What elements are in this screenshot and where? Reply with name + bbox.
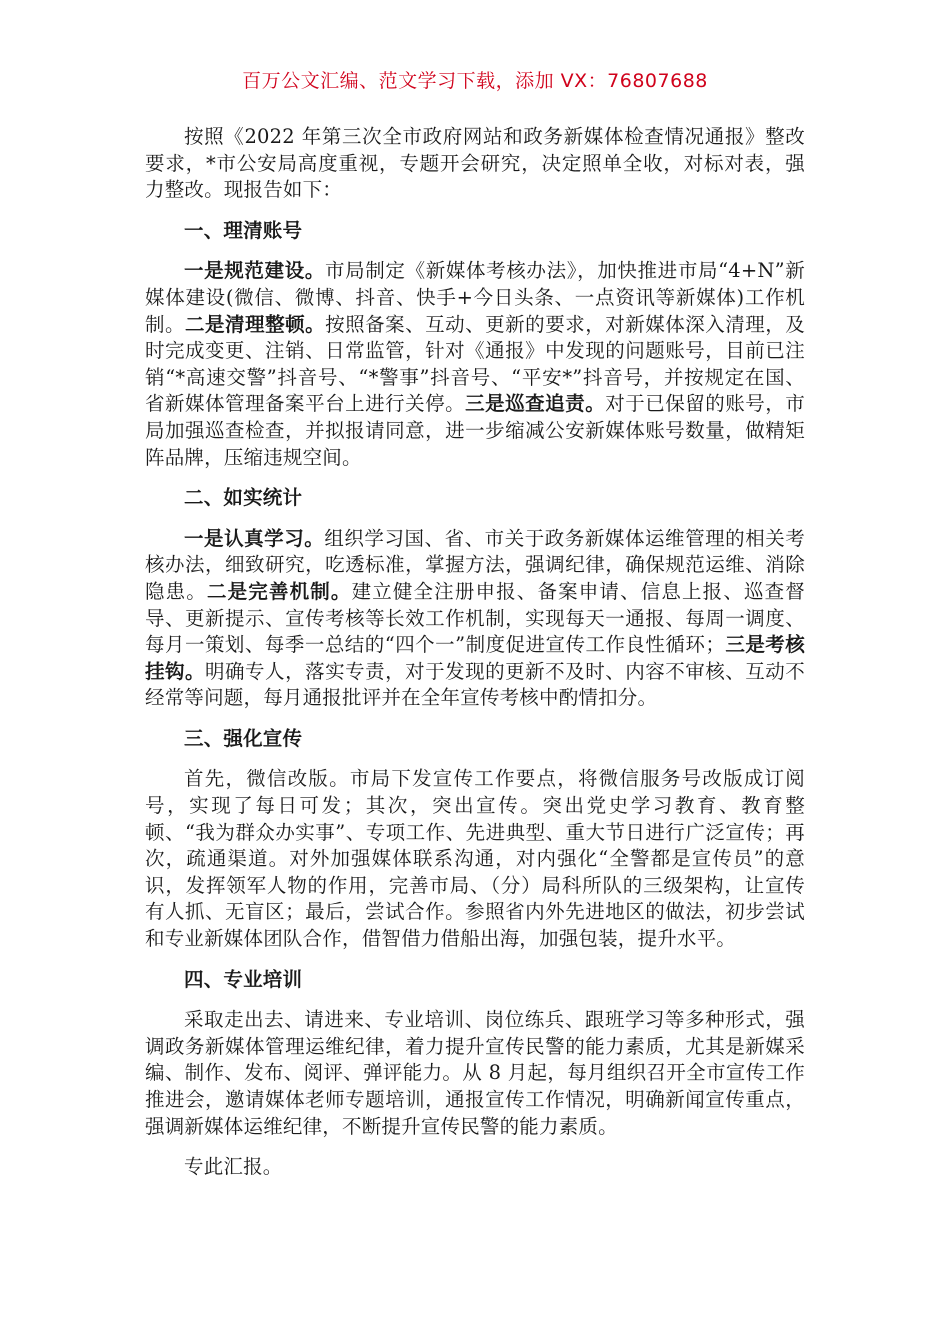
paragraph-text: 组织学习国、省、市关于政务新媒体运维管理的相关考核办法，细致研究，吃透标准，掌握方法，强调纪律，确保规范运维、消除隐患。	[145, 526, 805, 603]
header-banner: 百万公文汇编、范文学习下载，添加 VX：76807688	[242, 70, 708, 92]
section-paragraph-2	[145, 526, 805, 712]
section-paragraph-4: 采取走出去、请进来、专业培训、岗位练兵、跟班学习等多种形式，强调政务新媒体管理运维纪律，着力提升宣传民警的能力素质，尤其是新媒采编、制作、发布、阅评、弹评能力。从 8 月起，每月组织召开全市宣传工作推进会，邀请媒体老师专题培训，通报宣传工作情况，明确新闻宣传重点，强调新媒体运维纪律，不断提升宣传民警的能力素质。	[145, 1008, 805, 1138]
lead-phrase: 二是完善机制。	[206, 579, 352, 603]
closing-line: 专此汇报。	[184, 1155, 283, 1179]
section-heading-2: 二、如实统计	[184, 486, 303, 510]
paragraph-text: 对于已保留的账号，市局加强巡查检查，并拟报请同意，进一步缩减公安新媒体账号数量，做精矩阵品牌，压缩违规空间。	[145, 392, 805, 469]
paragraph-text: 建立健全注册申报、备案申请、信息上报、巡查督导、更新提示、宣传考核等长效工作机制，实现每天一通报、每周一调度、每月一策划、每季一总结的“四个一”制度促进宣传工作良性循环；	[145, 579, 805, 657]
document-body	[145, 124, 805, 1181]
section-paragraph-3: 首先，微信改版。市局下发宣传工作要点，将微信服务号改版成订阅号，实现了每日可发；其次，突出宣传。突出党史学习教育、教育整顿、“我为群众办实事”、专项工作、先进典型、重大节日进行广泛宣传；再次，疏通渠道。对外加强媒体联系沟通，对内强化“全警都是宣传员”的意识，发挥领军人物的作用，完善市局、（分）局科所队的三级架构，让宣传有人抓、无盲区；最后，尝试合作。参照省内外先进地区的做法，初步尝试和专业新媒体团队合作，借智借力借船出海，加强包装，提升水平。	[145, 767, 805, 951]
lead-phrase: 二是清理整顿。	[185, 312, 326, 336]
paragraph-text: 市局制定《新媒体考核办法》，加快推进市局“4+N”新媒体建设(微信、微博、抖音、快手+今日头条、一点资讯等新媒体)工作机制。	[145, 259, 805, 336]
lead-phrase: 三是巡查追责。	[465, 392, 606, 416]
lead-phrase: 一是规范建设。	[184, 259, 325, 283]
intro-paragraph: 按照《2022 年第三次全市政府网站和政务新媒体检查情况通报》整改要求，*市公安局高度重视，专题开会研究，决定照单全收，对标对表，强力整改。现报告如下：	[145, 125, 805, 202]
paragraph-text: 明确专人，落实专责，对于发现的更新不及时、内容不审核、互动不经常等问题，每月通报批评并在全年宣传考核中酌情扣分。	[145, 659, 805, 710]
section-paragraph-1	[145, 258, 805, 471]
lead-phrase: 三是考核挂钩。	[145, 633, 805, 683]
paragraph-text: 按照备案、互动、更新的要求，对新媒体深入清理，及时完成变更、注销、日常监管，针对《通报》中发现的问题账号，目前已注销“*高速交警”抖音号、“*警事”抖音号、“平安*”抖音号，并按规定在国、省新媒体管理备案平台上进行关停。	[145, 312, 805, 416]
section-heading-4: 四、专业培训	[184, 967, 303, 991]
lead-phrase: 一是认真学习。	[184, 526, 325, 550]
section-heading-3: 三、强化宣传	[184, 726, 303, 750]
section-heading-1: 一、理清账号	[184, 218, 303, 242]
